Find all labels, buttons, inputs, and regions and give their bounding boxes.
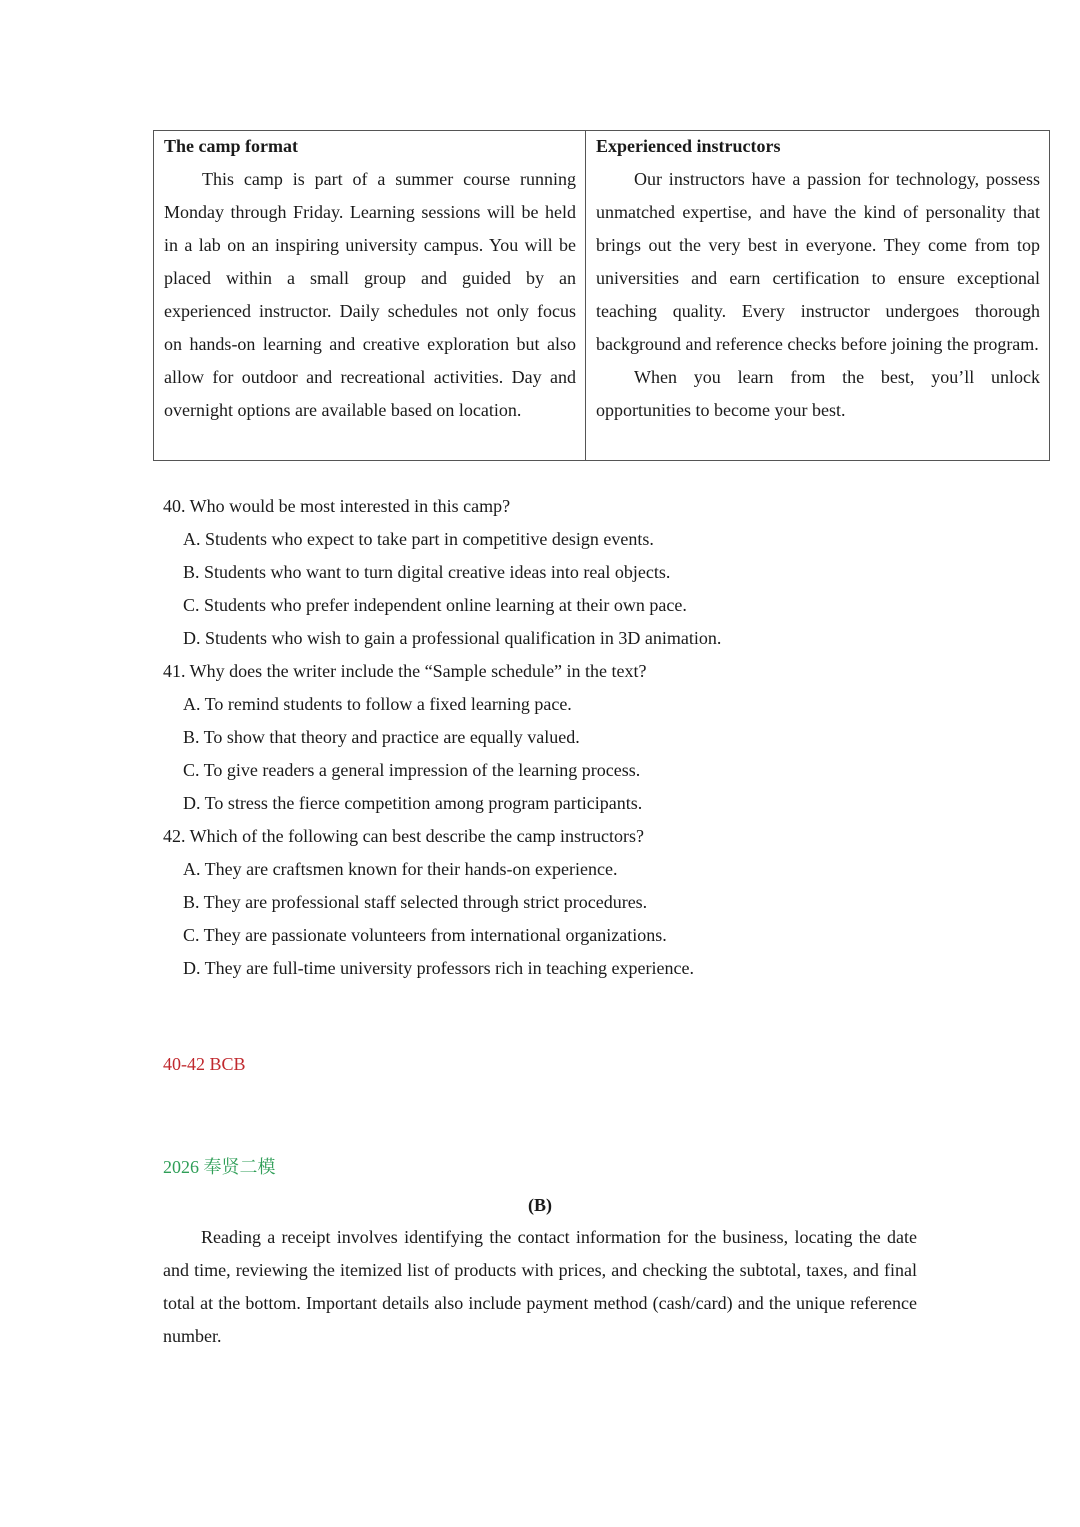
camp-info-table [153,130,1050,461]
question-stem: 41. Why does the writer include the “Sample schedule” in the text? [163,661,647,681]
option-d: D. They are full-time university professors rich in teaching experience. [183,958,694,978]
option-a: A. Students who expect to take part in competitive design events. [183,529,654,549]
option-c: C. They are passionate volunteers from international organizations. [183,925,667,945]
option-b: B. To show that theory and practice are equally valued. [183,727,580,747]
option-a: A. To remind students to follow a fixed learning pace. [183,694,572,714]
instructors-heading: Experienced instructors [596,136,781,156]
option-c: C. Students who prefer independent online learning at their own pace. [183,595,687,615]
passage-paragraph: Reading a receipt involves identifying the contact information for the business, locating the date and time, reviewing the itemized list of products with prices, and checking the subtotal, taxes, and final total at the bottom. Important details also include payment method (cash/card) and the unique reference number. [163,1227,917,1346]
option-c: C. To give readers a general impression of the learning process. [183,760,641,780]
question-stem: 42. Which of the following can best describe the camp instructors? [163,826,645,846]
option-b: B. They are professional staff selected through strict procedures. [183,892,648,912]
question-41 [163,655,943,820]
section-label: (B) [528,1195,552,1215]
camp-format-column [154,131,586,460]
question-40 [163,490,943,655]
question-42 [163,820,943,985]
source-label: 2026 奉贤二模 [163,1157,276,1177]
instructors-column [586,131,1049,460]
option-b: B. Students who want to turn digital creative ideas into real objects. [183,562,671,582]
question-list [163,490,943,985]
option-a: A. They are craftsmen known for their hands-on experience. [183,859,618,879]
answer-key: 40-42 BCB [163,1054,246,1074]
option-d: D. To stress the fierce competition among program participants. [183,793,643,813]
option-d: D. Students who wish to gain a professional qualification in 3D animation. [183,628,722,648]
instructors-paragraph-2: When you learn from the best, you’ll unlock opportunities to become your best. [596,367,1040,420]
instructors-paragraph-1: Our instructors have a passion for technology, possess unmatched expertise, and have the kind of personality that brings out the very best in everyone. They come from top universities and earn certification to ensure exceptional teaching quality. Every instructor undergoes thorough background and reference checks before joining the program. [596,169,1040,354]
camp-format-paragraph: This camp is part of a summer course running Monday through Friday. Learning sessions will be held in a lab on an inspiring university campus. You will be placed within a small group and guided by an experienced instructor. Daily schedules not only focus on hands-on learning and creative exploration but also allow for outdoor and recreational activities. Day and overnight options are available based on location. [164,169,576,420]
camp-format-heading: The camp format [164,136,298,156]
question-stem: 40. Who would be most interested in this camp? [163,496,511,516]
